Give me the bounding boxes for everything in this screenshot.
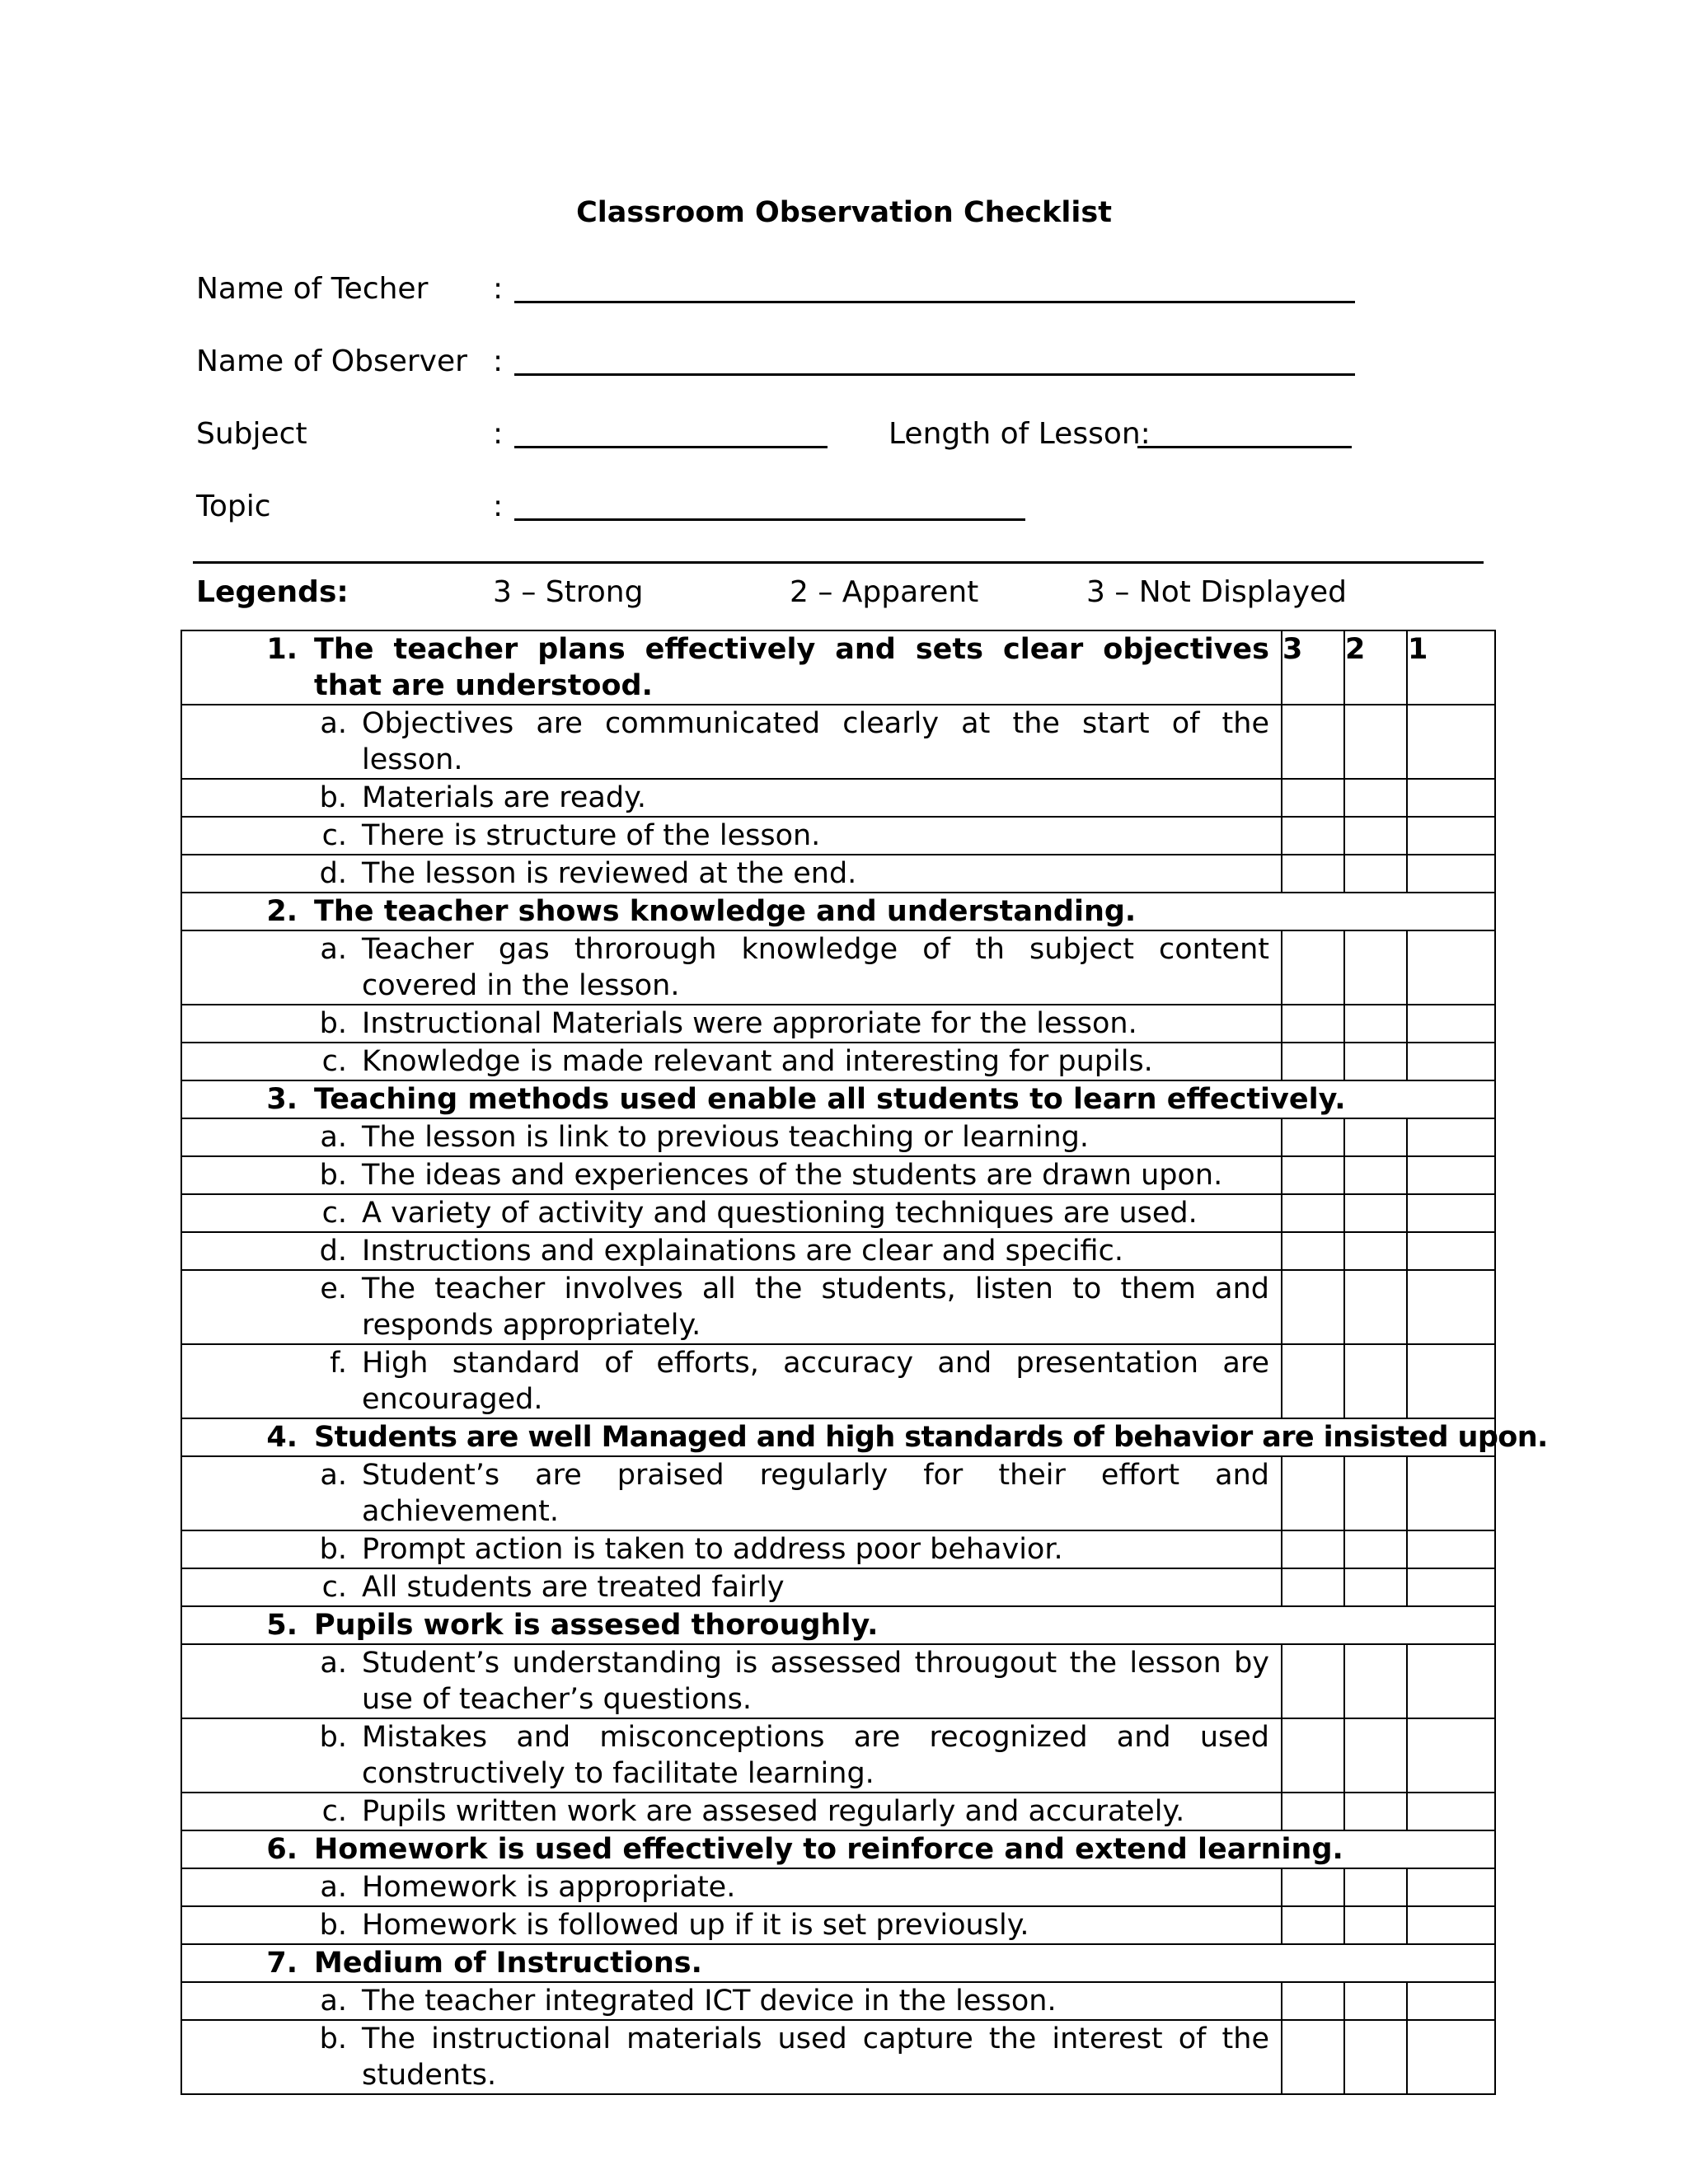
rating-cell-2[interactable] (1344, 779, 1407, 817)
rating-cell-1[interactable] (1407, 1793, 1495, 1830)
table-row (181, 855, 1495, 893)
rating-cell-1[interactable] (1407, 1456, 1495, 1530)
subject-field[interactable] (514, 446, 828, 448)
legend-not-displayed: 3 – Not Displayed (1086, 575, 1348, 609)
rating-cell-2[interactable] (1344, 1156, 1407, 1194)
rating-cell-1[interactable] (1407, 1270, 1495, 1344)
legend-apparent: 2 – Apparent (790, 575, 979, 609)
rating-cell-1[interactable] (1407, 1868, 1495, 1906)
item-letter: b. (319, 1159, 347, 1192)
item-text: The lesson is reviewed at the end. (362, 857, 857, 890)
rating-cell-1[interactable] (1407, 1530, 1495, 1568)
item-letter: a. (320, 707, 347, 740)
section-header-row (181, 893, 1495, 930)
checklist-table (181, 630, 1548, 2095)
item-text: Mistakes and misconceptions are recognized and used constructively to facilitate learning. (362, 1721, 1269, 1790)
table-row (181, 705, 1495, 779)
item-letter: e. (320, 1272, 347, 1305)
table-row (181, 779, 1495, 817)
item-text: Instructional Materials were approriate for the lesson. (362, 1007, 1137, 1040)
rating-cell-3[interactable] (1282, 1005, 1344, 1043)
rating-cell-3[interactable] (1282, 1530, 1344, 1568)
rating-cell-1[interactable] (1407, 1118, 1495, 1156)
teacher-name-label: Name of Techer (196, 272, 429, 306)
item-text: The instructional materials used capture the interest of the students. (362, 2022, 1269, 2092)
section-title: Medium of Instructions. (314, 1947, 702, 1980)
table-row (181, 1568, 1495, 1606)
rating-cell-3[interactable] (1282, 1644, 1344, 1718)
item-text: Knowledge is made relevant and interesting for pupils. (362, 1045, 1153, 1078)
rating-cell-1[interactable] (1407, 1043, 1495, 1080)
item-letter: a. (320, 1121, 347, 1154)
item-letter: a. (320, 1459, 347, 1492)
rating-cell-2[interactable] (1344, 1270, 1407, 1344)
rating-cell-2[interactable] (1344, 1118, 1407, 1156)
table-row (181, 1982, 1495, 2020)
section-number: 4. (266, 1421, 298, 1454)
lesson-length-label: Length of Lesson: (889, 417, 1151, 451)
item-letter: c. (321, 1571, 347, 1604)
rating-cell-3[interactable] (1282, 930, 1344, 1005)
item-text: There is structure of the lesson. (362, 819, 821, 852)
subject-colon: : (493, 417, 504, 451)
section-number: 6. (266, 1833, 298, 1866)
rating-cell-3[interactable] (1282, 1718, 1344, 1793)
section-header-row (181, 1606, 1495, 1644)
item-text: High standard of efforts, accuracy and presentation are encouraged. (362, 1347, 1269, 1416)
section-title: The teacher plans effectively and sets clear objectives that are understood. (314, 633, 1269, 702)
rating-cell-1[interactable] (1407, 1982, 1495, 2020)
rating-cell-2[interactable] (1344, 1718, 1407, 1793)
topic-label: Topic (196, 490, 271, 523)
rating-cell-3[interactable] (1282, 1868, 1344, 1906)
score-header-3: 3 (1282, 630, 1344, 705)
rating-cell-2[interactable] (1344, 817, 1407, 855)
rating-cell-3[interactable] (1282, 1118, 1344, 1156)
item-text: Materials are ready. (362, 781, 646, 814)
rating-cell-2[interactable] (1344, 855, 1407, 893)
section-header-row (181, 1080, 1495, 1118)
section-number: 2. (266, 895, 298, 928)
item-letter: c. (321, 1795, 347, 1828)
section-number: 7. (266, 1947, 298, 1980)
subject-label: Subject (196, 417, 307, 451)
item-letter: b. (319, 1533, 347, 1566)
rating-cell-3[interactable] (1282, 1906, 1344, 1944)
rating-cell-2[interactable] (1344, 705, 1407, 779)
item-letter: b. (319, 1909, 347, 1942)
section-title: Students are well Managed and high standards of behavior are insisted upon. (314, 1421, 1548, 1454)
item-text: A variety of activity and questioning techniques are used. (362, 1197, 1198, 1230)
section-header-row (181, 1418, 1495, 1456)
rating-cell-3[interactable] (1282, 2020, 1344, 2094)
item-text: Pupils written work are assesed regularly and accurately. (362, 1795, 1185, 1828)
rating-cell-3[interactable] (1282, 1344, 1344, 1418)
item-letter: a. (320, 1985, 347, 2018)
rating-cell-1[interactable] (1407, 817, 1495, 855)
rating-cell-1[interactable] (1407, 1156, 1495, 1194)
table-row (181, 1156, 1495, 1194)
item-text: The lesson is link to previous teaching or learning. (362, 1121, 1090, 1154)
table-row (181, 930, 1495, 1005)
rating-cell-2[interactable] (1344, 1530, 1407, 1568)
rating-cell-3[interactable] (1282, 1456, 1344, 1530)
rating-cell-1[interactable] (1407, 1344, 1495, 1418)
topic-field[interactable] (514, 518, 1025, 521)
rating-cell-3[interactable] (1282, 779, 1344, 817)
score-header-2: 2 (1344, 630, 1407, 705)
item-letter: c. (321, 1045, 347, 1078)
rating-cell-2[interactable] (1344, 1793, 1407, 1830)
lesson-length-field[interactable] (1137, 446, 1352, 448)
rating-cell-2[interactable] (1344, 1344, 1407, 1418)
rating-cell-1[interactable] (1407, 855, 1495, 893)
legend-title: Legends: (196, 575, 349, 609)
rating-cell-3[interactable] (1282, 1232, 1344, 1270)
rating-cell-1[interactable] (1407, 705, 1495, 779)
observer-name-colon: : (493, 344, 504, 378)
table-row (181, 1232, 1495, 1270)
rating-cell-2[interactable] (1344, 1005, 1407, 1043)
table-row (181, 1043, 1495, 1080)
item-letter: d. (319, 857, 347, 890)
item-text: The teacher integrated ICT device in the lesson. (362, 1985, 1057, 2018)
item-letter: b. (319, 1721, 347, 1754)
item-letter: a. (320, 1647, 347, 1680)
table-row (181, 1868, 1495, 1906)
rating-cell-3[interactable] (1282, 1793, 1344, 1830)
table-row (181, 1005, 1495, 1043)
item-text: Homework is appropriate. (362, 1871, 736, 1904)
rating-cell-2[interactable] (1344, 1906, 1407, 1944)
item-letter: b. (319, 1007, 347, 1040)
rating-cell-3[interactable] (1282, 1982, 1344, 2020)
rating-cell-1[interactable] (1407, 2020, 1495, 2094)
item-text: Student’s are praised regularly for their effort and achievement. (362, 1459, 1269, 1528)
topic-colon: : (493, 490, 504, 523)
section-title: Homework is used effectively to reinforce and extend learning. (314, 1833, 1343, 1866)
rating-cell-1[interactable] (1407, 1232, 1495, 1270)
table-row (181, 1270, 1495, 1344)
rating-cell-1[interactable] (1407, 1718, 1495, 1793)
observer-name-field[interactable] (514, 373, 1355, 376)
table-row (181, 817, 1495, 855)
item-text: Prompt action is taken to address poor behavior. (362, 1533, 1063, 1566)
item-letter: f. (330, 1347, 347, 1380)
divider (193, 561, 1484, 564)
score-header-1: 1 (1407, 630, 1495, 705)
rating-cell-2[interactable] (1344, 1868, 1407, 1906)
rating-cell-3[interactable] (1282, 1270, 1344, 1344)
teacher-name-field[interactable] (514, 301, 1355, 303)
page-title: Classroom Observation Checklist (576, 196, 1112, 229)
rating-cell-3[interactable] (1282, 1568, 1344, 1606)
rating-cell-2[interactable] (1344, 1043, 1407, 1080)
item-letter: b. (319, 781, 347, 814)
section-header-row (181, 1830, 1495, 1868)
table-row (181, 1194, 1495, 1232)
item-letter: d. (319, 1235, 347, 1268)
table-row (181, 1906, 1495, 1944)
rating-cell-1[interactable] (1407, 1644, 1495, 1718)
item-text: Homework is followed up if it is set previously. (362, 1909, 1029, 1942)
rating-cell-1[interactable] (1407, 1005, 1495, 1043)
section-title: Pupils work is assesed thoroughly. (314, 1609, 879, 1642)
section-title: Teaching methods used enable all students to learn effectively. (314, 1083, 1346, 1116)
item-letter: a. (320, 933, 347, 966)
rating-cell-2[interactable] (1344, 930, 1407, 1005)
rating-cell-1[interactable] (1407, 1906, 1495, 1944)
item-text: Teacher gas throrough knowledge of th subject content covered in the lesson. (362, 933, 1269, 1002)
item-text: The ideas and experiences of the students are drawn upon. (362, 1159, 1223, 1192)
table-row (181, 1793, 1495, 1830)
rating-cell-3[interactable] (1282, 1156, 1344, 1194)
item-letter: a. (320, 1871, 347, 1904)
rating-cell-2[interactable] (1344, 1232, 1407, 1270)
rating-cell-1[interactable] (1407, 779, 1495, 817)
rating-cell-3[interactable] (1282, 1194, 1344, 1232)
rating-cell-2[interactable] (1344, 2020, 1407, 2094)
rating-cell-2[interactable] (1344, 1456, 1407, 1530)
item-text: Objectives are communicated clearly at the start of the lesson. (362, 707, 1269, 776)
item-text: All students are treated fairly (362, 1571, 785, 1604)
table-row (181, 2020, 1495, 2094)
rating-cell-3[interactable] (1282, 1043, 1344, 1080)
table-row (181, 1456, 1495, 1530)
rating-cell-2[interactable] (1344, 1982, 1407, 2020)
legend-strong: 3 – Strong (493, 575, 644, 609)
rating-cell-3[interactable] (1282, 817, 1344, 855)
section-number: 1. (266, 633, 298, 666)
rating-cell-1[interactable] (1407, 1194, 1495, 1232)
section-header-row (181, 630, 1495, 705)
rating-cell-1[interactable] (1407, 930, 1495, 1005)
table-row (181, 1344, 1495, 1418)
rating-cell-3[interactable] (1282, 705, 1344, 779)
item-text: Student’s understanding is assessed througout the lesson by use of teacher’s questions. (362, 1647, 1269, 1716)
rating-cell-2[interactable] (1344, 1194, 1407, 1232)
item-letter: c. (321, 819, 347, 852)
section-number: 3. (266, 1083, 298, 1116)
rating-cell-2[interactable] (1344, 1644, 1407, 1718)
section-number: 5. (266, 1609, 298, 1642)
teacher-name-colon: : (493, 272, 504, 306)
table-row (181, 1644, 1495, 1718)
rating-cell-1[interactable] (1407, 1568, 1495, 1606)
table-row (181, 1530, 1495, 1568)
item-text: The teacher involves all the students, listen to them and responds appropriately. (362, 1272, 1269, 1342)
rating-cell-3[interactable] (1282, 855, 1344, 893)
section-header-row (181, 1944, 1495, 1982)
item-letter: c. (321, 1197, 347, 1230)
item-text: Instructions and explainations are clear and specific. (362, 1235, 1123, 1268)
table-row (181, 1118, 1495, 1156)
table-row (181, 1718, 1495, 1793)
item-letter: b. (319, 2022, 347, 2055)
observer-name-label: Name of Observer (196, 344, 467, 378)
rating-cell-2[interactable] (1344, 1568, 1407, 1606)
section-title: The teacher shows knowledge and understanding. (314, 895, 1137, 928)
